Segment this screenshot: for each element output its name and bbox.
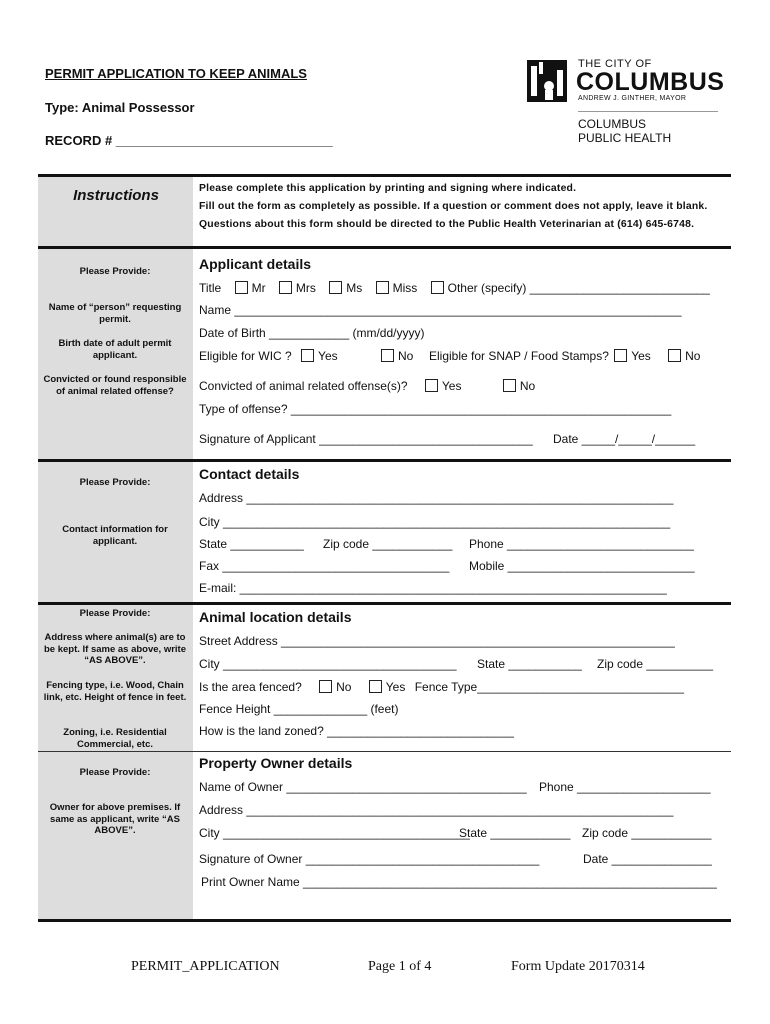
instruction-line: Questions about this form should be directed to the Public Health Veterinarian at (614) 645-6748. (199, 219, 695, 230)
section-divider (38, 919, 731, 922)
columbus-logo-icon (527, 60, 567, 102)
owner-signature-field[interactable]: Signature of Owner ___________________________________ (199, 852, 540, 866)
location-heading: Animal location details (199, 609, 352, 625)
sidebar-note: Name of “person” requesting permit. (48, 302, 182, 325)
checkbox-miss[interactable] (376, 281, 389, 294)
sidebar-note: Address where animal(s) are to be kept. If same as above, write “AS ABOVE”. (43, 632, 187, 666)
logo-mayor: ANDREW J. GINTHER, MAYOR (578, 95, 687, 102)
checkbox-other[interactable] (431, 281, 444, 294)
applicant-date-field[interactable]: Date _____/_____/______ (553, 432, 696, 446)
snap-label: Eligible for SNAP / Food Stamps? (429, 349, 609, 363)
sidebar-note: Convicted or found responsible of animal related offense? (43, 374, 187, 397)
footer-form-name: PERMIT_APPLICATION (131, 959, 280, 974)
convicted-row (199, 379, 535, 393)
instruction-line: Please complete this application by printing and signing where indicated. (199, 183, 577, 194)
checkbox-mr[interactable] (235, 281, 248, 294)
checkbox-convicted-yes[interactable] (425, 379, 438, 392)
sidebar-note: Please Provide: (79, 266, 151, 277)
sidebar-note: Zoning, i.e. Residential Commercial, etc. (63, 727, 167, 750)
footer-page-number: Page 1 of 4 (368, 959, 432, 974)
applicant-signature-field[interactable]: Signature of Applicant ________________________________ (199, 432, 533, 446)
contact-address-field[interactable]: Address ________________________________________________________________ (199, 491, 674, 505)
option-label: Miss (392, 281, 418, 295)
option-label: Ms (346, 281, 363, 295)
zoning-field[interactable]: How is the land zoned? ____________________________ (199, 724, 514, 738)
sidebar-note: Please Provide: (79, 767, 151, 778)
contact-email-field[interactable]: E-mail: ________________________________________________________________ (199, 581, 667, 595)
applicant-heading: Applicant details (199, 256, 312, 272)
owner-state-field[interactable]: State ____________ (459, 826, 571, 840)
fence-type-field[interactable]: Fence Type_______________________________ (414, 680, 685, 694)
owner-city-field[interactable]: City _____________________________________ (199, 826, 470, 840)
dob-field[interactable]: Date of Birth ____________ (mm/dd/yyyy) (199, 326, 425, 340)
name-field[interactable]: Name ___________________________________________________________________ (199, 303, 682, 317)
title-row (199, 281, 710, 295)
snap-row (429, 349, 700, 363)
wic-label: Eligible for WIC ? (199, 349, 292, 363)
sidebar-note: Please Provide: (79, 608, 151, 619)
sidebar-note: Owner for above premises. If same as applicant, write “AS ABOVE”. (49, 802, 181, 836)
contact-city-field[interactable]: City ___________________________________________________________________ (199, 515, 671, 529)
checkbox-fenced-no[interactable] (319, 680, 332, 693)
option-label: Mrs (295, 281, 316, 295)
sidebar-note: Birth date of adult permit applicant. (58, 338, 172, 361)
record-number: RECORD # ______________________________ (45, 133, 333, 148)
checkbox-ms[interactable] (329, 281, 342, 294)
option-label: Yes (631, 349, 651, 363)
location-zip-field[interactable]: Zip code __________ (597, 657, 714, 671)
location-city-field[interactable]: City ___________________________________ (199, 657, 457, 671)
owner-heading: Property Owner details (199, 755, 353, 771)
option-label: Yes (385, 680, 406, 694)
checkbox-wic-no[interactable] (381, 349, 394, 362)
owner-print-name-field[interactable]: Print Owner Name ______________________________________________________________ (201, 875, 717, 889)
fenced-label: Is the area fenced? (199, 680, 302, 694)
title-label: Title (199, 281, 222, 295)
contact-zip-field[interactable]: Zip code ____________ (323, 537, 453, 551)
instructions-heading: Instructions (73, 187, 159, 204)
logo-public-health-line1: COLUMBUS (578, 117, 647, 131)
option-label: No (685, 349, 701, 363)
wic-row (199, 349, 413, 363)
footer-form-update: Form Update 20170314 (511, 959, 645, 974)
logo-city-of: THE CITY OF (578, 58, 652, 70)
form-title: PERMIT APPLICATION TO KEEP ANIMALS (45, 66, 307, 81)
other-specify-field[interactable]: Other (specify) ___________________________ (447, 281, 710, 295)
option-label: Mr (251, 281, 266, 295)
owner-zip-field[interactable]: Zip code ____________ (582, 826, 712, 840)
logo-public-health-line2: PUBLIC HEALTH (578, 131, 672, 145)
checkbox-wic-yes[interactable] (301, 349, 314, 362)
checkbox-snap-yes[interactable] (614, 349, 627, 362)
convicted-label: Convicted of animal related offense(s)? (199, 379, 408, 393)
sidebar-note: Please Provide: (79, 477, 151, 488)
checkbox-mrs[interactable] (279, 281, 292, 294)
option-label: Yes (318, 349, 338, 363)
contact-mobile-field[interactable]: Mobile ____________________________ (469, 559, 695, 573)
instruction-line: Fill out the form as completely as possible. If a question or comment does not apply, leave it blank. (199, 201, 708, 212)
location-state-field[interactable]: State ___________ (477, 657, 582, 671)
owner-date-field[interactable]: Date _______________ (583, 852, 712, 866)
logo-divider (578, 111, 718, 112)
location-street-field[interactable]: Street Address ___________________________________________________________ (199, 634, 675, 648)
sidebar-note: Contact information for applicant. (62, 524, 168, 547)
contact-state-field[interactable]: State ___________ (199, 537, 304, 551)
option-label: No (336, 680, 352, 694)
contact-fax-field[interactable]: Fax __________________________________ (199, 559, 450, 573)
fenced-row (199, 680, 684, 694)
checkbox-snap-no[interactable] (668, 349, 681, 362)
owner-phone-field[interactable]: Phone ____________________ (539, 780, 711, 794)
checkbox-convicted-no[interactable] (503, 379, 516, 392)
fence-height-field[interactable]: Fence Height ______________ (feet) (199, 702, 399, 716)
owner-address-field[interactable]: Address ________________________________________________________________ (199, 803, 674, 817)
offense-field[interactable]: Type of offense? _________________________________________________________ (199, 402, 672, 416)
contact-heading: Contact details (199, 466, 300, 482)
owner-name-field[interactable]: Name of Owner ____________________________________ (199, 780, 527, 794)
logo-columbus: COLUMBUS (576, 68, 725, 96)
option-label: No (519, 379, 536, 393)
option-label: Yes (441, 379, 462, 393)
option-label: No (397, 349, 414, 363)
contact-phone-field[interactable]: Phone ____________________________ (469, 537, 694, 551)
sidebar-note: Fencing type, i.e. Wood, Chain link, etc. Height of fence in feet. (43, 680, 187, 703)
checkbox-fenced-yes[interactable] (369, 680, 382, 693)
form-type: Type: Animal Possessor (45, 100, 195, 115)
